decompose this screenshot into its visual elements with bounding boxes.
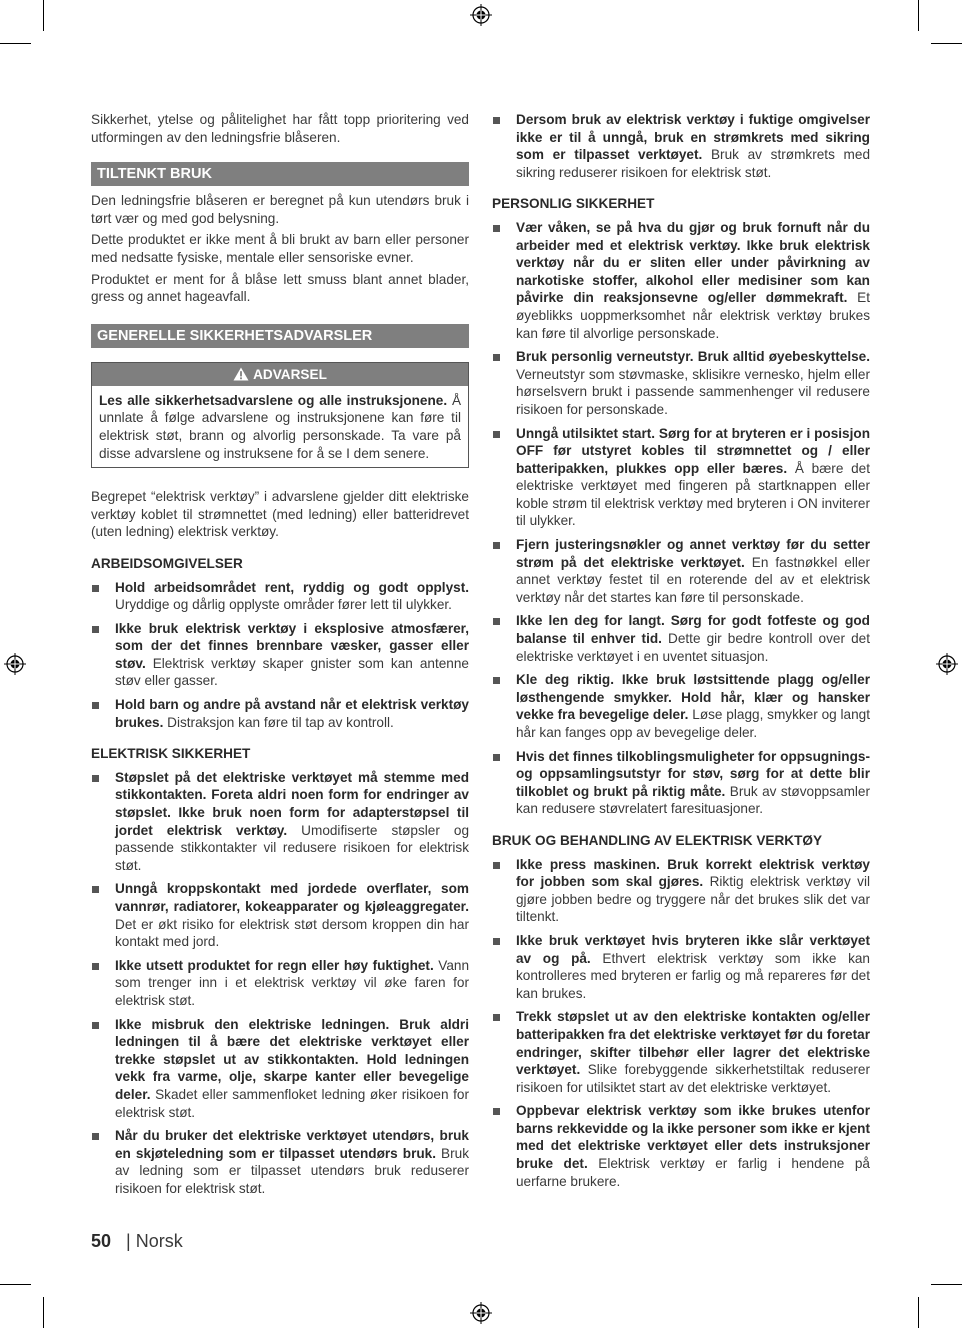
item-bold: Unngå kroppskontakt med jordede overflater, som vannrør, radiatorer, kokeapparater og kjøleaggregater. [115,881,469,914]
item-bold: Ikke misbruk den elektriske ledningen. Bruk aldri ledningen til å bære det elektriske verktøyet eller trekke støpslet ut av stikkontakten. Hold ledningen vekk fra varme, olje, skarpe kanter eller bevegelige deler. [115,1016,469,1102]
begrep-paragraph: Begrepet “elektrisk verktøy” i advarslene gjelder ditt elektriske verktøy koblet til strømnettet (med ledning) eller batteridrevet (uten ledning) elektrisk verktøy. [91,489,469,540]
subheading-elektrisk: ELEKTRISK SIKKERHET [91,746,251,762]
item-text: Dette gir bedre kontroll over det elektriske verktøyet i en uventet situasjon. [516,631,870,664]
list-item [492,1102,870,1190]
list-item [492,748,870,818]
item-text: Det er økt risiko for elektrisk støt dersom kroppen din har kontakt med jord. [115,916,469,950]
item-bold: Hvis det finnes tilkoblingsmuligheter for oppsugnings- og oppsamlingsutstyr for støv, sørg for at dette blir tilkoblet og brukt på riktig måte. [516,748,870,799]
page-number: 50 [91,1231,112,1251]
list-item [91,957,469,1010]
item-bold: Hold arbeidsområdet rent, ryddig og godt opplyst. [115,579,469,595]
tiltenkt-paragraph-2: Dette produktet er ikke ment å bli brukt av barn eller personer med nedsatte fysiske, mentale eller sensoriske evner. [91,232,469,265]
right-column [492,111,870,1196]
warning-body [92,386,468,467]
item-bold: Oppbevar elektrisk verktøy som ikke brukes utenfor barns rekkevidde og la ikke personer som ikke er kjent med det elektriske verktøyet eller dets instruksjoner bruke det. [516,1103,870,1172]
item-bold: Ikke bruk elektrisk verktøy i eksplosive atmosfærer, som der det finnes brennbare væsker, gasser eller støv. [115,620,469,671]
warning-triangle-icon [233,367,249,381]
warning-bold-text: Les alle sikkerhetsadvarslene og alle instruksjonene. [99,392,448,408]
item-text: Umodifiserte støpsler og passende stikkontakter vil redusere risikoen for elektrisk støt. [115,822,470,873]
registration-mark-icon [470,4,492,26]
item-text: Riktig elektrisk verktøy vil gjøre jobben bedre og tryggere når det brukes slik det var tiltenkt. [516,874,870,925]
item-bold: Fjern justeringsnøkler og annet verktøy før du setter strøm på det elektriske verktøyet. [516,537,870,570]
item-bold: Støpslet på det elektriske verktøyet må stemme med stikkontakten. Foreta aldri noen form for endringer av støpslet. Ikke bruk noen form for adapterstøpsel til jordet elektrisk verktøy. [115,769,469,838]
footer-language: | Norsk [126,1231,183,1251]
item-text: Skadet eller sammenfloket ledning øker risikoen for elektrisk støt. [115,1086,469,1120]
list-elektrisk [91,769,469,1198]
registration-mark-icon [4,653,26,675]
item-text: Vann som trenger inn i et elektrisk verktøy vil øke faren for elektrisk støt. [115,957,470,1008]
list-item [492,219,870,342]
tiltenkt-paragraph-3: Produktet er ment for å blåse lett smuss blant annet blader, gress og annet hageavfall. [91,271,469,305]
list-item [492,1008,870,1096]
registration-mark-icon [936,653,958,675]
list-item [91,579,469,614]
list-item [492,348,870,418]
warning-text: Å unnlate å følge advarslene og instruksjonene kan føre til elektrisk støt, brann og alvorlig personskade. Ta vare på disse advarslene og instruksene for å se I dem senere. [99,392,462,461]
section-heading-generelle: GENERELLE SIKKERHETSADVARSLER [91,324,469,348]
item-text: Bruk av ledning som er tilpasset utendørs bruk reduserer risikoen for elektrisk støt. [115,1145,469,1196]
crop-mark [931,1284,962,1285]
tiltenkt-paragraph-1: Den ledningsfrie blåseren er beregnet på kun utendørs bruk i tørt vær og med god belysning. [91,193,469,226]
item-text: Uryddige og dårlig opplyste områder fører lett til ulykker. [115,597,452,613]
section-heading-tiltenkt: TILTENKT BRUK [91,162,469,186]
item-bold: Ikke len deg for langt. Sørg for godt fotfeste og god balanse til enhver tid. [516,613,870,647]
item-bold: Bruk personlig verneutstyr. Bruk alltid øyebeskyttelse. [516,349,870,365]
list-item [91,880,469,950]
intro-paragraph: Sikkerhet, ytelse og pålitelighet har fått topp prioritering ved utformingen av den ledningsfrie blåseren. [91,112,469,145]
crop-mark [43,0,44,31]
item-text: Løse plagg, smykker og langt hår kan fanges opp av bevegelige deler. [516,707,871,740]
list-item [492,425,870,531]
item-text: Slike forebyggende sikkerhetstiltak reduserer risikoen for utilsiktet start av det elektriske verktøyet. [516,1062,870,1095]
item-bold: Trekk støpslet ut av den elektriske kontakten og/eller batteripakken fra det elektriske verktøyet før du foretar endringer, skifter tilbehør eller lagrer det elektriske verktøyet. [516,1009,870,1078]
item-text: Verneutstyr som støvmaske, sklisikre vernesko, hjelm eller hørselsvern brukt i passende sammenhenger vil redusere risikoen for personskade. [516,366,870,417]
list-elektrisk-continued [492,111,870,181]
crop-mark [43,1297,44,1328]
page-footer [91,1231,183,1252]
item-bold: Unngå utilsiktet start. Sørg for at bryteren er i posisjon OFF før utstyret kobles til strømnettet og / eller batteripakken, plukkes opp eller bæres. [516,425,870,476]
crop-mark [918,1297,919,1328]
list-item [492,856,870,926]
item-bold: Når du bruker det elektriske verktøyet utendørs, bruk en skjøteledning som er tilpasset utendørs bruk. [115,1128,469,1161]
item-text: Ethvert elektrisk verktøy som ikke kan kontrolleres med bryteren er farlig og må repareres før det kan brukes. [516,950,870,1001]
crop-mark [931,43,962,44]
item-bold: Hold barn og andre på avstand når et elektrisk verktøy brukes. [115,697,469,730]
item-bold: Ikke bruk verktøyet hvis bryteren ikke slår verktøyet av og på. [516,932,870,966]
list-item [492,111,870,181]
item-text: Bruk av støvoppsamler kan redusere støvrelatert faresituasjoner. [516,783,871,817]
list-item [91,1016,469,1122]
item-bold: Ikke press maskinen. Bruk korrekt elektrisk verktøy for jobben som skal gjøres. [516,856,870,890]
item-text: Et øyeblikks uoppmerksomhet når elektrisk verktøy brukes kan føre til alvorlige personskade. [516,290,871,341]
crop-mark [0,43,31,44]
crop-mark [918,0,919,31]
subheading-personlig: PERSONLIG SIKKERHET [492,196,655,212]
crop-mark [0,1284,31,1285]
item-text: Elektrisk verktøy skaper gnister som kan antenne støv eller gasser. [115,655,469,689]
warning-box [91,362,469,468]
item-bold: Dersom bruk av elektrisk verktøy i fuktige omgivelser ikke er til å unngå, bruk en strømkrets med sikring som er tilpasset verktøyet. [516,112,870,163]
subheading-bruk: BRUK OG BEHANDLING AV ELEKTRISK VERKTØY [492,832,823,848]
warning-header [92,363,468,386]
list-item [492,612,870,665]
list-item [492,536,870,606]
item-text: Bruk av strømkrets med sikring reduserer risikoen for elektrisk støt. [516,147,871,180]
item-bold: Kle deg riktig. Ikke bruk løstsittende plagg og/eller løsthengende smykker. Hold hår, klær og hansker vekke fra bevegelige deler. [516,672,870,723]
item-text: En fastnøkkel eller annet verktøy festet til en roterende del av et elektrisk verktøy når det startes kan føre til personskade. [516,554,870,605]
registration-mark-icon [470,1302,492,1324]
item-text: Elektrisk verktøy er farlig i hendene på uerfarne brukere. [516,1156,870,1189]
list-arbeid [91,579,469,732]
list-item [91,696,469,731]
item-text: Distraksjon kan føre til tap av kontroll. [163,714,394,730]
subheading-arbeid: ARBEIDSOMGIVELSER [91,555,243,571]
warning-title: ADVARSEL [253,366,327,382]
left-column [91,111,469,1204]
list-item [91,769,469,875]
item-bold: Ikke utsett produktet for regn eller høy fuktighet. [115,957,434,973]
list-item [492,671,870,741]
item-bold: Vær våken, se på hva du gjør og bruk fornuft når du arbeider med et elektrisk verktøy. Ikke bruk elektrisk verktøy når du er sliten eller under påvirkning av narkotiske stoffer, alkohol eller medisiner som kan påvirke din reaksjonsevne og/eller dømmekraft. [516,219,870,306]
list-item [492,932,870,1002]
item-text: Å bære det elektriske verktøyet med fingeren på startknappen eller koble strøm til elektrisk verktøy med bryteren i ON inviterer til ulykker. [516,460,871,529]
list-item [91,620,469,690]
list-bruk [492,856,870,1191]
list-item [91,1127,469,1197]
list-personlig [492,219,870,818]
